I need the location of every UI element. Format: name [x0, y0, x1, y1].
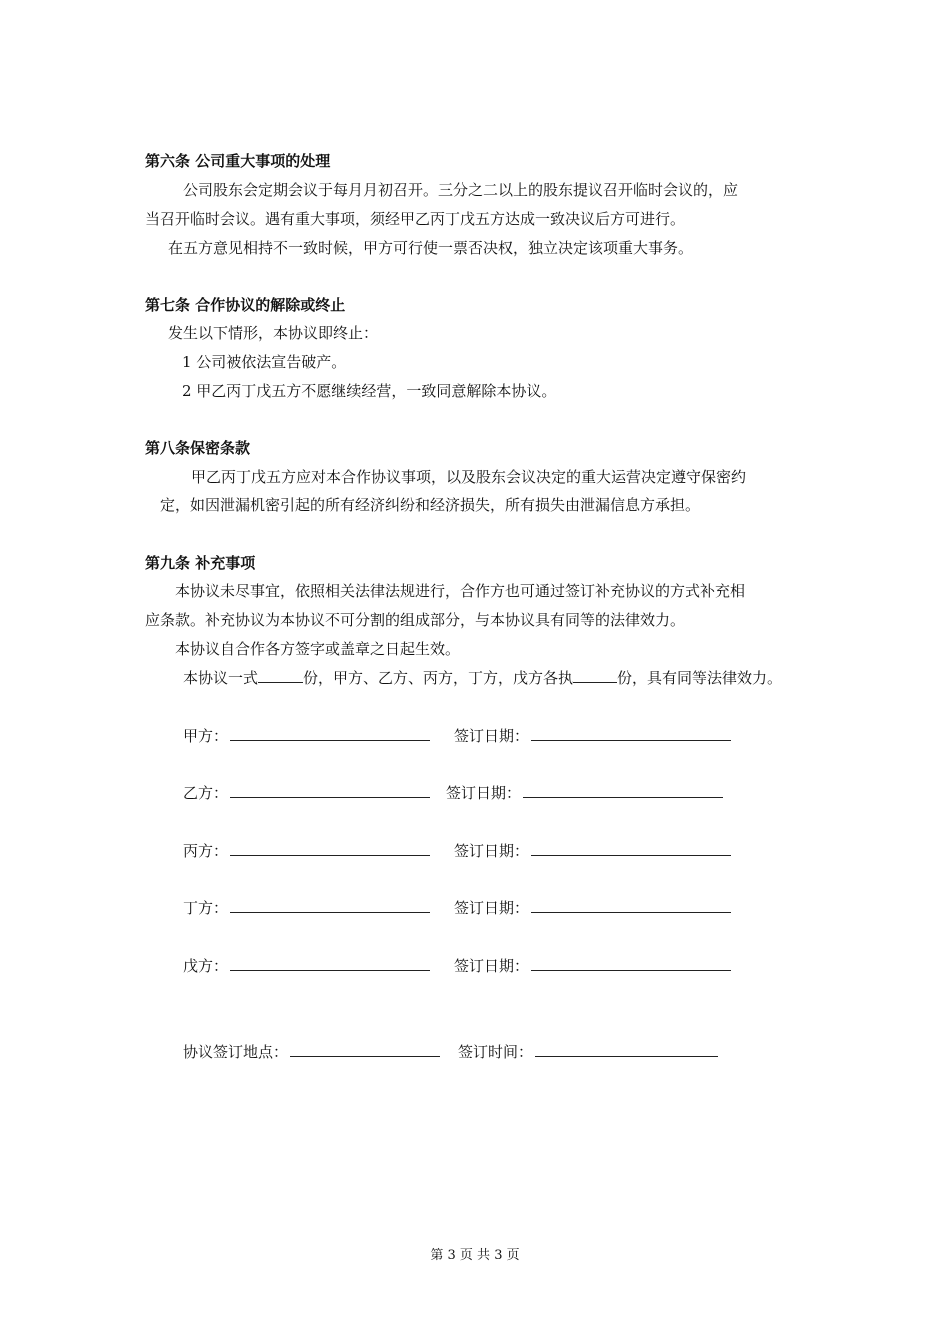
article-9-copies-line — [183, 667, 782, 689]
time-label: 签订时间： — [458, 1043, 534, 1061]
place-blank[interactable] — [290, 1041, 440, 1057]
party-signature-blank[interactable] — [230, 782, 430, 798]
party-label: 戊方： — [183, 957, 229, 975]
party-label: 乙方： — [183, 784, 229, 802]
signature-row-b — [183, 782, 723, 804]
date-blank[interactable] — [531, 897, 731, 913]
article-6-paragraph-2: 在五方意见相持不一致时候，甲方可行使一票否决权，独立决定该项重大事务。 — [168, 239, 694, 257]
party-label: 丁方： — [183, 899, 229, 917]
article-9-heading: 第九条 补充事项 — [145, 554, 256, 572]
copies-total-blank[interactable] — [258, 667, 303, 683]
article-6-heading: 第六条 公司重大事项的处理 — [145, 152, 331, 170]
copies-text-c: 份，具有同等法律效力。 — [617, 669, 783, 687]
party-signature-blank[interactable] — [230, 725, 430, 741]
signature-row-e — [183, 955, 731, 977]
date-label: 签订日期： — [454, 899, 530, 917]
article-8-heading: 第八条保密条款 — [145, 439, 251, 457]
article-6-paragraph-1-line-1: 公司股东会定期会议于每月月初召开。三分之二以上的股东提议召开临时会议的，应 — [183, 181, 739, 199]
party-label: 丙方： — [183, 842, 229, 860]
date-label: 签订日期： — [454, 727, 530, 745]
article-6-paragraph-1-line-2: 当召开临时会议。遇有重大事项，须经甲乙丙丁戊五方达成一致决议后方可进行。 — [145, 210, 686, 228]
article-7-item-1: 1 公司被依法宣告破产。 — [182, 353, 347, 371]
signature-row-d — [183, 897, 731, 919]
article-9-line-2: 应条款。补充协议为本协议不可分割的组成部分，与本协议具有同等的法律效力。 — [145, 611, 686, 629]
date-blank[interactable] — [531, 955, 731, 971]
signature-row-c — [183, 840, 731, 862]
date-label: 签订日期： — [446, 784, 522, 802]
copies-each-blank[interactable] — [573, 667, 617, 683]
article-9-line-3: 本协议自合作各方签字或盖章之日起生效。 — [175, 640, 461, 658]
party-label: 甲方： — [183, 727, 229, 745]
party-signature-blank[interactable] — [230, 955, 430, 971]
date-label: 签订日期： — [454, 957, 530, 975]
signature-row-a — [183, 725, 731, 747]
article-9-line-1: 本协议未尽事宜，依照相关法律法规进行，合作方也可通过签订补充协议的方式补充相 — [175, 582, 746, 600]
date-blank[interactable] — [523, 782, 723, 798]
article-8-line-2: 定，如因泄漏机密引起的所有经济纠纷和经济损失，所有损失由泄漏信息方承担。 — [160, 496, 701, 514]
party-signature-blank[interactable] — [230, 840, 430, 856]
date-blank[interactable] — [531, 725, 731, 741]
article-7-heading: 第七条 合作协议的解除或终止 — [145, 296, 346, 314]
page-number: 第 3 页 共 3 页 — [430, 1248, 520, 1263]
date-blank[interactable] — [531, 840, 731, 856]
time-blank[interactable] — [535, 1041, 718, 1057]
place-time-row — [183, 1041, 718, 1063]
place-label: 协议签订地点： — [183, 1043, 289, 1061]
article-7-intro: 发生以下情形，本协议即终止： — [168, 324, 379, 342]
copies-text-b: 份，甲方、乙方、丙方，丁方，戊方各执 — [303, 669, 574, 687]
party-signature-blank[interactable] — [230, 897, 430, 913]
article-8-line-1: 甲乙丙丁戊五方应对本合作协议事项，以及股东会议决定的重大运营决定遵守保密约 — [191, 468, 747, 486]
article-7-item-2: 2 甲乙丙丁戊五方不愿继续经营，一致同意解除本协议。 — [182, 382, 557, 400]
copies-text-a: 本协议一式 — [183, 669, 259, 687]
date-label: 签订日期： — [454, 842, 530, 860]
